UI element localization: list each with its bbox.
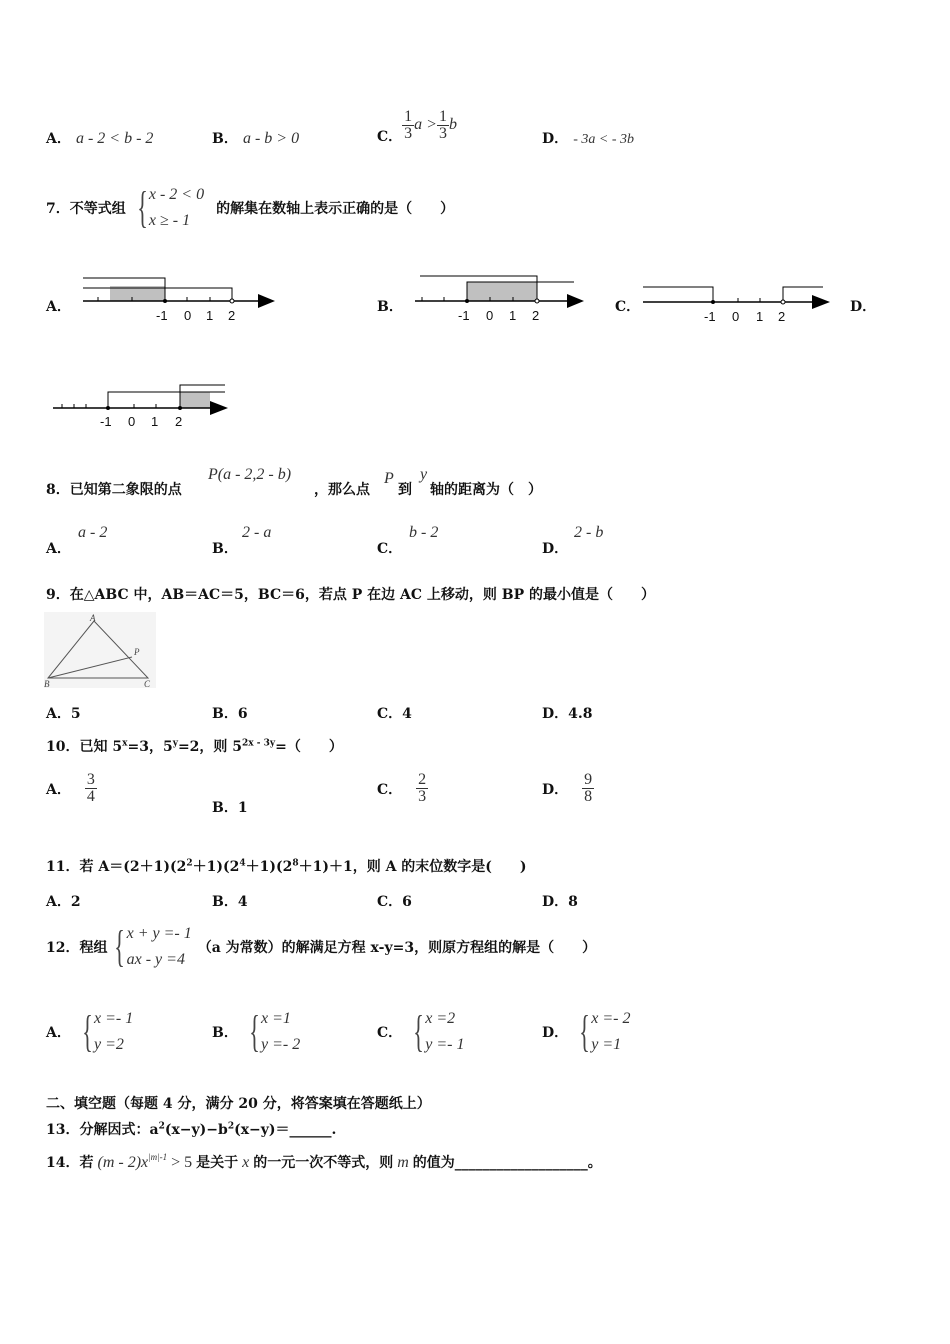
q9-option-c: C．4 [377,706,412,722]
q7-numberline-a [80,272,280,324]
q11-option-d: D．8 [542,894,578,910]
q11-option-c: C．6 [377,894,412,910]
q7-system: { x - 2 < 0 x ≥ - 1 [137,183,205,232]
svg-text:0: 0 [732,309,740,324]
q12-option-c: C． { x =2 y =- 1 [377,1007,465,1056]
svg-text:0: 0 [486,308,494,323]
q7-stem: 7．不等式组 { x - 2 < 0 x ≥ - 1 的解集在数轴上表示正确的是（ ） [46,183,455,232]
svg-text:1: 1 [206,308,214,323]
q9-option-a: A．5 [46,706,81,722]
q9-stem: 9．在△ABC 中，AB＝AC＝5，BC＝6，若点 P 在边 AC 上移动，则 BP 的最小值是（ ） [46,587,656,603]
q7-numberline-d [50,380,232,430]
q7-label-c: C． [615,299,641,315]
q6-option-c: C． $\frac{1}{3}$ a > $\frac{1}{3}$ b [377,107,457,145]
q10-stem: 10．已知 $5^x=3$，$5^y=2$，则 $5^{2x - 3y}=$（ ） [46,738,343,755]
svg-text:2: 2 [778,309,786,324]
q12-stem: 12．程组 { x + y =- 1 ax - y =4 （a 为常数）的解满足方程 x-y=3，则原方程组的解是（ ） [46,922,597,971]
svg-text:-1: -1 [458,308,470,323]
q7-numberline-b [412,268,592,324]
svg-text:2: 2 [175,414,183,429]
q9-option-d: D．4.8 [542,706,593,722]
q10-option-d: D． $\frac{9}{8}$ [542,771,593,805]
q7-numberline-c [640,280,835,326]
q12-option-b: B． { x =1 y =- 2 [212,1007,301,1056]
q12-system: { x + y =- 1 ax - y =4 [114,922,192,971]
svg-text:1: 1 [151,414,159,429]
svg-text:-1: -1 [704,309,716,324]
q7-label-d: D． [850,299,877,315]
q14-stem: 14．若 (m - 2)x $^{|m|-1}$ > 5 是关于 x 的一元一次不等式，则 m 的值为___________________。 [46,1152,602,1171]
svg-text:1: 1 [509,308,517,323]
section-2-title: 二、填空题（每题 4 分，满分 20 分，将答案填在答题纸上） [46,1096,431,1112]
q6-option-b: B． a - b > 0 [212,130,300,147]
svg-text:1: 1 [756,309,764,324]
svg-text:0: 0 [184,308,192,323]
q12-option-d: D． { x =- 2 y =1 [542,1007,631,1056]
q10-option-b: B．1 [212,800,248,816]
svg-text:2: 2 [532,308,540,323]
q13-stem: 13．分解因式：$a^2(x-y)-b^2(x-y)=\_\_\_\_\_\_$. [46,1121,337,1138]
q8-option-c: C． b - 2 [377,524,439,557]
vertex-c-label: C [144,679,151,688]
q6-option-a: A． a - 2 < b - 2 [46,130,154,147]
q10-option-c: C． $\frac{2}{3}$ [377,771,427,805]
q8-option-a: A． a - 2 [46,524,108,557]
svg-text:-1: -1 [100,414,112,429]
q11-option-b: B．4 [212,894,248,910]
q9-triangle-figure [44,612,156,688]
svg-text:0: 0 [128,414,136,429]
svg-text:-1: -1 [156,308,168,323]
q11-option-a: A．2 [46,894,81,910]
q9-option-b: B．6 [212,706,248,722]
q11-stem: 11．若 $A=(2+1)(2^2+1)(2^4+1)(2^8+1)+1$，则 A 的末位数字是( ) [46,858,527,875]
vertex-a-label: A [90,613,96,623]
q7-label-a: A． [46,299,71,315]
q8-option-d: D． 2 - b [542,524,604,557]
q7-label-b: B． [377,299,403,315]
vertex-b-label: B [44,679,50,688]
q10-option-a: A． $\frac{3}{4}$ [46,771,95,805]
q12-option-a: A． { x =- 1 y =2 [46,1007,134,1056]
point-p-label: P [134,647,140,657]
q8-option-b: B． 2 - a [212,524,272,557]
svg-text:2: 2 [228,308,236,323]
q6-option-d: D． - 3a < - 3b [542,131,635,147]
